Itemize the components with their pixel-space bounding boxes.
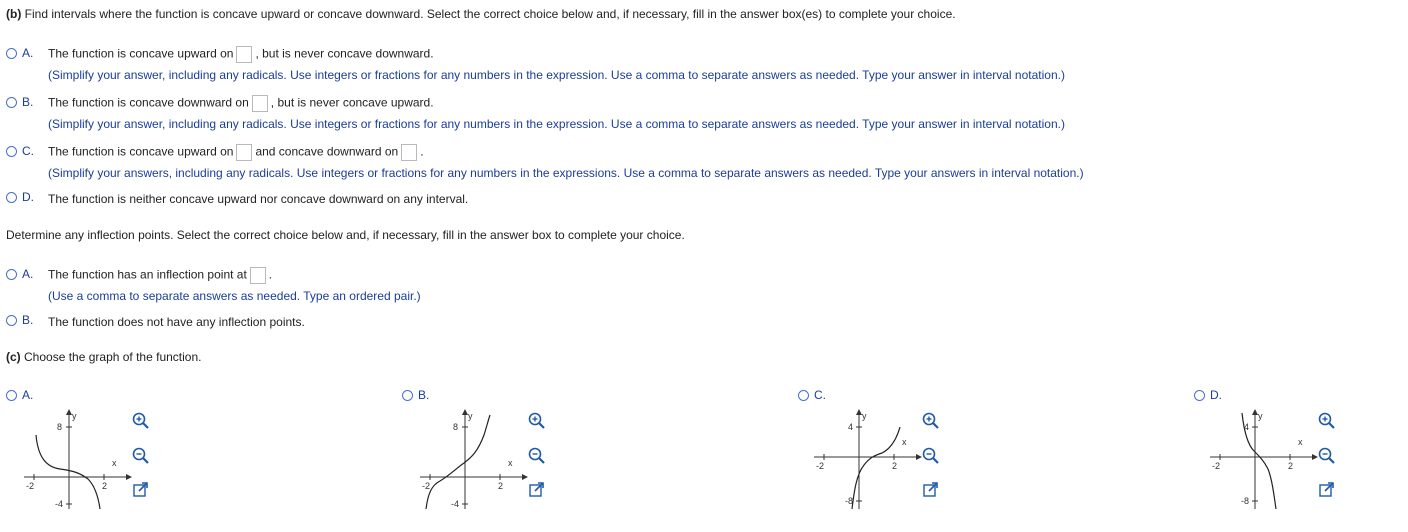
graph-a-curve bbox=[36, 435, 100, 509]
graph-c bbox=[812, 405, 922, 517]
graph-d-letter: D. bbox=[1210, 388, 1222, 402]
inflection-a-pre: The function has an inflection point at bbox=[48, 267, 247, 282]
zoom-in-icon[interactable] bbox=[131, 411, 150, 430]
choice-b-c-hint: (Simplify your answers, including any radicals. Use integers or fractions for any numbers in the expressions. Use a comma to separate answers as needed. Type your answers in interval notation.) bbox=[48, 166, 1084, 180]
inflection-b-letter: B. bbox=[22, 313, 34, 327]
inflection-b-text: The function does not have any inflection points. bbox=[48, 315, 305, 329]
choice-b-a-letter: A. bbox=[22, 46, 34, 60]
part-b-prompt-text: Find intervals where the function is concave upward or concave downward. Select the correct choice below and, if necessary, fill in the answer box(es) to complete your choice. bbox=[24, 7, 956, 21]
graph-a-y-top: 8 bbox=[57, 422, 63, 432]
graph-b bbox=[418, 405, 528, 517]
graph-c-y-top: 4 bbox=[848, 422, 854, 432]
graph-a-x-left: -2 bbox=[26, 481, 35, 491]
graph-d bbox=[1208, 405, 1318, 517]
zoom-in-icon[interactable] bbox=[1317, 411, 1336, 430]
part-c-prompt bbox=[6, 350, 201, 364]
zoom-out-icon[interactable] bbox=[1317, 446, 1336, 465]
radio-b-c[interactable] bbox=[6, 146, 17, 157]
answer-box-inflection[interactable] bbox=[250, 267, 266, 284]
radio-graph-d[interactable] bbox=[1194, 390, 1205, 401]
expand-icon[interactable] bbox=[1317, 480, 1336, 499]
answer-box-b-c-1[interactable] bbox=[236, 144, 252, 161]
choice-b-b-post: , but is never concave upward. bbox=[270, 95, 434, 110]
choice-b-b-text bbox=[48, 95, 434, 112]
graph-a-y-bottom: -4 bbox=[55, 499, 64, 509]
choice-b-c-letter: C. bbox=[22, 144, 34, 158]
graph-c-x-left: -2 bbox=[816, 461, 825, 471]
graph-d-x-right: 2 bbox=[1288, 461, 1294, 471]
graph-c-y-bottom: -8 bbox=[845, 496, 854, 506]
graph-a-y-label: y bbox=[72, 411, 77, 421]
zoom-in-icon[interactable] bbox=[921, 411, 940, 430]
graph-d-y-top: 4 bbox=[1244, 422, 1250, 432]
graph-a-letter: A. bbox=[22, 388, 34, 402]
choice-b-b-hint: (Simplify your answer, including any radicals. Use integers or fractions for any numbers in the expression. Use a comma to separate answers as needed. Type your answer in interval notation.) bbox=[48, 117, 1065, 131]
zoom-out-icon[interactable] bbox=[527, 446, 546, 465]
inflection-a-hint: (Use a comma to separate answers as needed. Type an ordered pair.) bbox=[48, 289, 421, 303]
radio-b-a[interactable] bbox=[6, 48, 17, 59]
choice-b-c-post: . bbox=[420, 144, 424, 159]
graph-a-x-right: 2 bbox=[102, 481, 108, 491]
graph-a bbox=[22, 405, 132, 517]
answer-box-b-a[interactable] bbox=[236, 46, 252, 63]
radio-inflection-b[interactable] bbox=[6, 315, 17, 326]
graph-b-y-label: y bbox=[468, 411, 473, 421]
graph-d-x-left: -2 bbox=[1212, 461, 1221, 471]
expand-icon[interactable] bbox=[131, 480, 150, 499]
graph-b-x-right: 2 bbox=[498, 481, 504, 491]
radio-inflection-a[interactable] bbox=[6, 269, 17, 280]
graph-b-y-top: 8 bbox=[453, 422, 459, 432]
choice-b-d-letter: D. bbox=[22, 190, 34, 204]
graph-b-letter: B. bbox=[418, 388, 430, 402]
choice-b-d-text: The function is neither concave upward nor concave downward on any interval. bbox=[48, 192, 469, 206]
graph-c-x-right: 2 bbox=[892, 461, 898, 471]
inflection-a-text bbox=[48, 267, 272, 284]
graph-b-y-bottom: -4 bbox=[451, 499, 460, 509]
graph-d-y-label: y bbox=[1258, 411, 1263, 421]
graph-a-x-label: x bbox=[112, 458, 117, 468]
radio-graph-b[interactable] bbox=[402, 390, 413, 401]
choice-b-c-text bbox=[48, 144, 424, 161]
part-c-label: (c) bbox=[6, 350, 21, 364]
inflection-a-post: . bbox=[268, 267, 273, 282]
zoom-in-icon[interactable] bbox=[527, 411, 546, 430]
graph-b-x-label: x bbox=[508, 458, 513, 468]
graph-d-x-label: x bbox=[1298, 437, 1303, 447]
inflection-prompt: Determine any inflection points. Select the correct choice below and, if necessary, fill in the answer box to complete your choice. bbox=[6, 228, 685, 242]
graph-c-y-label: y bbox=[862, 411, 867, 421]
expand-icon[interactable] bbox=[921, 480, 940, 499]
graph-d-y-bottom: -8 bbox=[1241, 496, 1250, 506]
part-b-prompt bbox=[6, 7, 956, 21]
radio-b-b[interactable] bbox=[6, 97, 17, 108]
expand-icon[interactable] bbox=[527, 480, 546, 499]
choice-b-c-mid: and concave downward on bbox=[255, 144, 399, 159]
inflection-a-letter: A. bbox=[22, 267, 34, 281]
zoom-out-icon[interactable] bbox=[131, 446, 150, 465]
part-c-prompt-text: Choose the graph of the function. bbox=[24, 350, 202, 364]
choice-b-a-hint: (Simplify your answer, including any radicals. Use integers or fractions for any numbers in the expression. Use a comma to separate answers as needed. Type your answer in interval notation.) bbox=[48, 68, 1065, 82]
choice-b-b-pre: The function is concave downward on bbox=[48, 95, 249, 110]
choice-b-b-letter: B. bbox=[22, 95, 34, 109]
choice-b-a-pre: The function is concave upward on bbox=[48, 46, 234, 61]
choice-b-a-text bbox=[48, 46, 434, 63]
choice-b-a-post: , but is never concave downward. bbox=[255, 46, 434, 61]
answer-box-b-b[interactable] bbox=[252, 95, 268, 112]
graph-c-x-label: x bbox=[902, 437, 907, 447]
radio-b-d[interactable] bbox=[6, 192, 17, 203]
graph-b-x-left: -2 bbox=[422, 481, 431, 491]
graph-c-letter: C. bbox=[814, 388, 826, 402]
radio-graph-a[interactable] bbox=[6, 390, 17, 401]
radio-graph-c[interactable] bbox=[798, 390, 809, 401]
zoom-out-icon[interactable] bbox=[921, 446, 940, 465]
part-b-label: (b) bbox=[6, 7, 22, 21]
answer-box-b-c-2[interactable] bbox=[401, 144, 417, 161]
choice-b-c-pre: The function is concave upward on bbox=[48, 144, 234, 159]
